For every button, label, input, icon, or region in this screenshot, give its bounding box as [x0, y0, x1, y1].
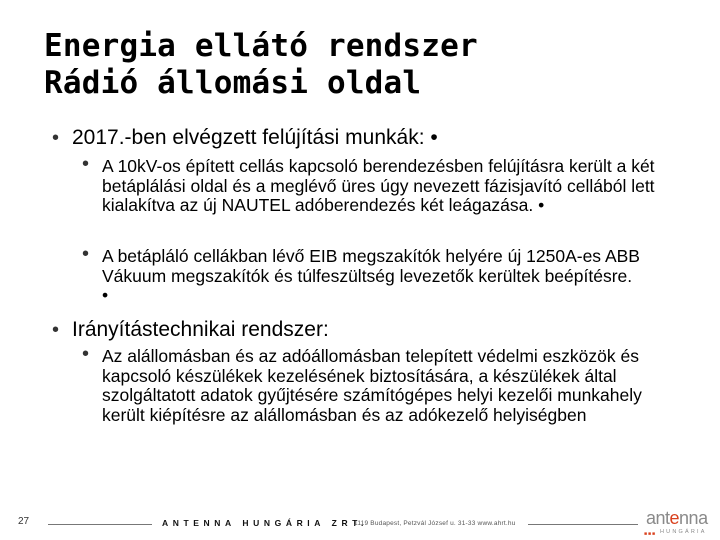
sub-bullet-item [82, 243, 642, 306]
title-line-2: Rádió állomási oldal [44, 65, 422, 101]
sub-bullet-text: A betápláló cellákban lévő EIB megszakítók helyére új 1250A-es ABB Vákuum megszakítók és túlfeszültség levezetők kerültek beépítésre. • [102, 246, 640, 305]
sub-bullet-text: Az alállomásban és az adóállomásban telepített védelmi eszközök és kapcsoló készülékek kezelésének biztosítására, a készülékek által szolgáltatott adatok gyűjtésére számítógépes helyi kezelői munkahely került kiépítésre az alállomásban és az adókezelő helyiségben [102, 346, 642, 425]
bullet-dot-icon: • [52, 127, 60, 149]
company-logo [646, 508, 714, 538]
sub-bullet-item [82, 343, 682, 425]
bullet-dot-icon: • [82, 153, 90, 175]
page-number: 27 [18, 516, 30, 527]
footer-divider-right [528, 524, 638, 525]
footer-divider-left [48, 524, 152, 525]
footer-address: 1119 Budapest, Petzvál József u. 31-33 www.ahrt.hu [354, 520, 516, 527]
bullet-text: 2017.-ben elvégzett felújítási munkák: • [72, 126, 438, 149]
bullet-text: Irányítástechnikai rendszer: [72, 318, 329, 341]
title-line-1: Energia ellátó rendszer [44, 28, 478, 64]
sub-bullet-text: A 10kV-os épített cellás kapcsoló berendezésben felújításra került a két betáplálási oldal és a meglévő üres úgy nevezett fázisjavító cellából lett kialakítva az új NAUTEL adóberendezés két leágazása. • [102, 156, 655, 215]
bullet-dot-icon: • [82, 243, 90, 265]
logo-subtext: HUNGÁRIA [660, 529, 707, 535]
bullet-dot-icon: • [82, 343, 90, 365]
bullet-dot-icon: • [52, 319, 60, 341]
logo-dots-icon: ■■■ [644, 531, 657, 537]
bullet-item [52, 126, 438, 150]
bullet-item [52, 318, 329, 342]
logo-wordmark: antenna [646, 508, 708, 528]
footer-company-name: ANTENNA HUNGÁRIA ZRT. [162, 518, 368, 528]
sub-bullet-item [82, 153, 672, 216]
